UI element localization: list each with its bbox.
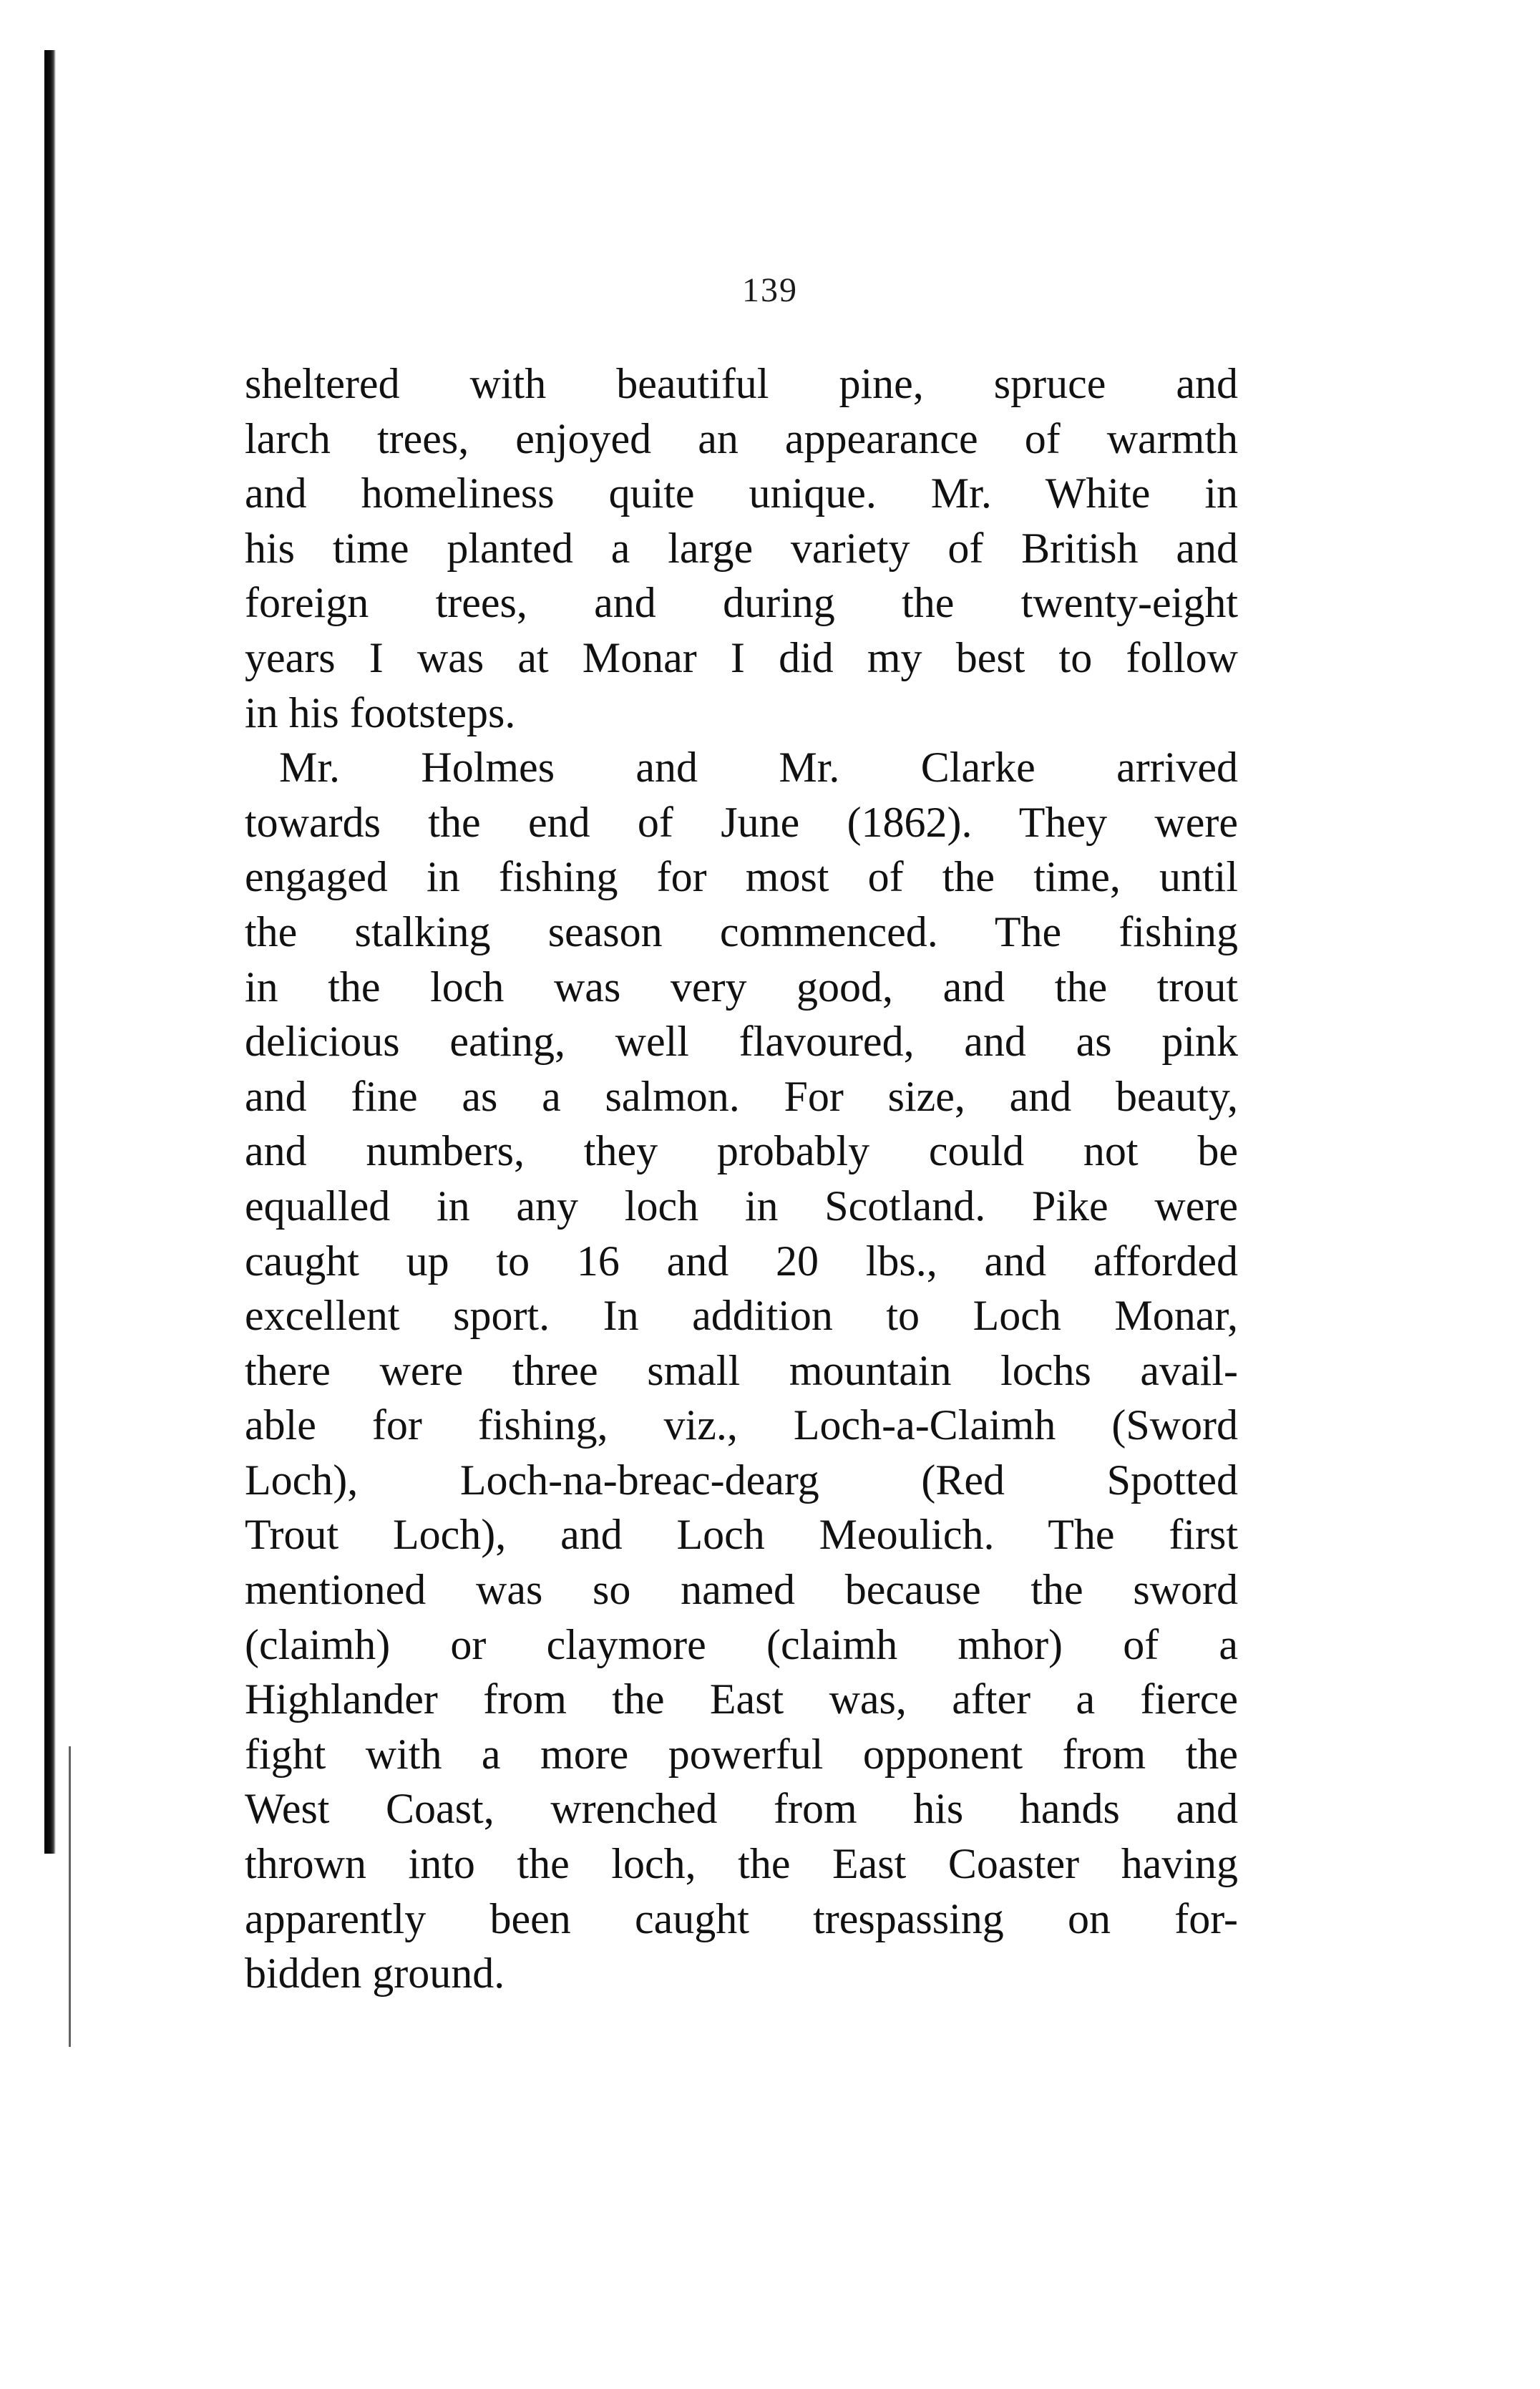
text-line: Highlander from the East was, after a fierce bbox=[245, 1675, 1238, 1723]
text-line: caught up to 16 and 20 lbs., and afforded bbox=[245, 1237, 1238, 1285]
text-line: able for fishing, viz., Loch-a-Claimh (Sword bbox=[245, 1401, 1238, 1449]
text-line: engaged in fishing for most of the time, until bbox=[245, 853, 1238, 901]
text-line: Trout Loch), and Loch Meoulich. The first bbox=[245, 1511, 1238, 1559]
text-line: fight with a more powerful opponent from the bbox=[245, 1730, 1238, 1778]
text-line: there were three small mountain lochs avail- bbox=[245, 1346, 1238, 1394]
text-line: and homeliness quite unique. Mr. White in bbox=[245, 469, 1238, 517]
text-line: Loch), Loch-na-breac-dearg (Red Spotted bbox=[245, 1456, 1238, 1504]
text-line: years I was at Monar I did my best to follow bbox=[245, 633, 1238, 681]
text-line: Mr. Holmes and Mr. Clarke arrived bbox=[279, 744, 1238, 792]
text-line: in the loch was very good, and the trout bbox=[245, 963, 1238, 1011]
text-line: apparently been caught trespassing on for- bbox=[245, 1894, 1238, 1942]
text-line: West Coast, wrenched from his hands and bbox=[245, 1785, 1238, 1833]
text-line: and numbers, they probably could not be bbox=[245, 1127, 1238, 1175]
body-text bbox=[245, 356, 1238, 2001]
text-line: larch trees, enjoyed an appearance of warmth bbox=[245, 414, 1238, 462]
text-line: his time planted a large variety of British and bbox=[245, 524, 1238, 572]
text-line: the stalking season commenced. The fishing bbox=[245, 908, 1238, 955]
text-line: and fine as a salmon. For size, and beauty, bbox=[245, 1072, 1238, 1120]
text-line: (claimh) or claymore (claimh mhor) of a bbox=[245, 1620, 1238, 1668]
text-line: equalled in any loch in Scotland. Pike were bbox=[245, 1182, 1238, 1230]
text-line: thrown into the loch, the East Coaster having bbox=[245, 1840, 1238, 1888]
page-number: 139 bbox=[742, 271, 798, 309]
scan-binding-edge bbox=[44, 50, 56, 1854]
text-line: towards the end of June (1862). They were bbox=[245, 798, 1238, 846]
text-line: bidden ground. bbox=[245, 1950, 505, 1998]
text-line: in his footsteps. bbox=[245, 689, 516, 736]
text-line: sheltered with beautiful pine, spruce and bbox=[245, 360, 1238, 407]
scan-binding-edge-tail bbox=[69, 1746, 71, 2047]
text-line: delicious eating, well flavoured, and as pink bbox=[245, 1018, 1238, 1066]
text-line: mentioned was so named because the sword bbox=[245, 1566, 1238, 1614]
text-line: foreign trees, and during the twenty-eight bbox=[245, 579, 1238, 627]
text-line: excellent sport. In addition to Loch Monar, bbox=[245, 1292, 1238, 1340]
